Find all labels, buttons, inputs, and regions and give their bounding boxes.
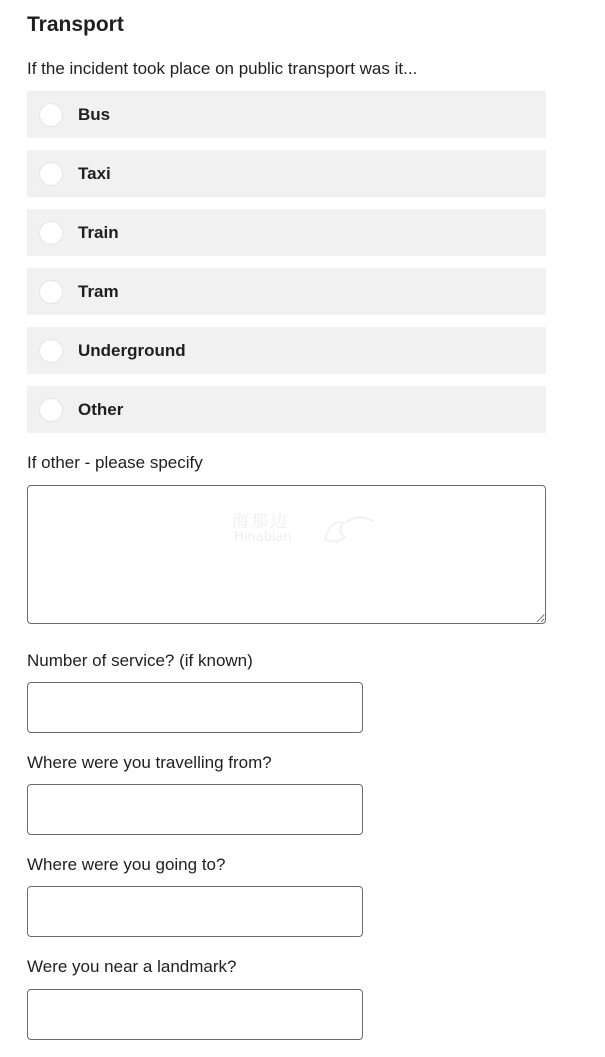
landmark-input[interactable] — [27, 989, 363, 1040]
option-tram[interactable] — [27, 268, 546, 315]
travelling-from-label: Where were you travelling from? — [27, 753, 272, 772]
option-bus[interactable] — [27, 91, 546, 138]
travelling-from-input[interactable] — [27, 784, 363, 835]
radio-button[interactable] — [39, 103, 63, 127]
radio-button[interactable] — [39, 162, 63, 186]
section-title: Transport — [27, 13, 124, 36]
radio-button[interactable] — [39, 221, 63, 245]
going-to-label: Where were you going to? — [27, 855, 226, 874]
other-specify-textarea[interactable] — [27, 485, 546, 624]
option-label: Train — [78, 222, 119, 242]
option-other[interactable] — [27, 386, 546, 433]
option-label: Underground — [78, 340, 186, 360]
radio-button[interactable] — [39, 280, 63, 304]
option-label: Tram — [78, 281, 119, 301]
option-underground[interactable] — [27, 327, 546, 374]
radio-button[interactable] — [39, 339, 63, 363]
going-to-input[interactable] — [27, 886, 363, 937]
option-label: Taxi — [78, 163, 111, 183]
transport-options — [27, 91, 546, 445]
service-number-input[interactable] — [27, 682, 363, 733]
other-specify-label: If other - please specify — [27, 453, 203, 472]
landmark-label: Were you near a landmark? — [27, 957, 237, 976]
service-number-label: Number of service? (if known) — [27, 651, 253, 670]
transport-question: If the incident took place on public transport was it... — [27, 59, 418, 78]
radio-button[interactable] — [39, 398, 63, 422]
option-label: Other — [78, 399, 124, 419]
option-taxi[interactable] — [27, 150, 546, 197]
option-label: Bus — [78, 104, 111, 124]
option-train[interactable] — [27, 209, 546, 256]
